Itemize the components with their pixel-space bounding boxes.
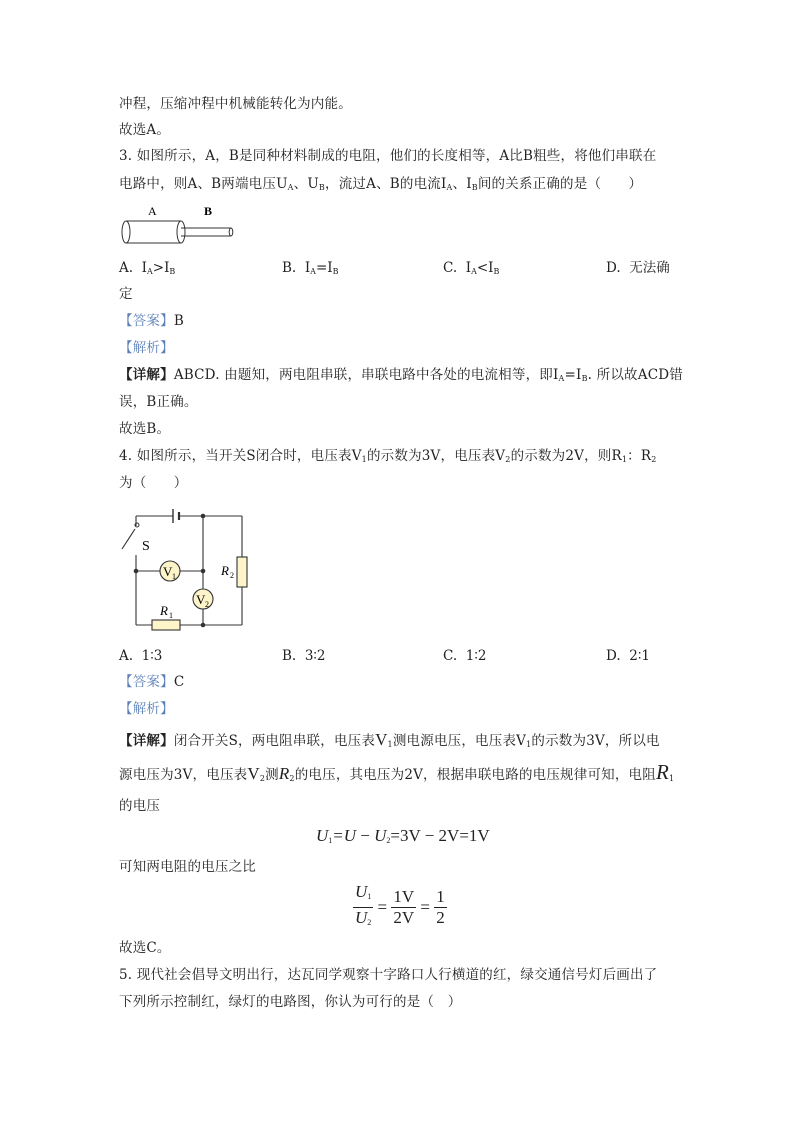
q3-option-d-wrap: 定 [119, 286, 133, 302]
q4-ratio-intro: 可知两电阻的电压之比 [119, 859, 256, 875]
q3-option-b: B. $I_A=I_B$ [282, 260, 339, 276]
q4-option-b: B. 3∶2 [282, 648, 326, 664]
label-a: A [148, 204, 157, 218]
q3-detail-line1: 【详解】ABCD. 由题知，两电阻串联，串联电路中各处的电流相等，即$I_A=I_B$. 所以故ACD错 [119, 367, 683, 383]
q3-analysis-label: 【解析】 [119, 340, 174, 356]
equation-voltage-ratio: $\frac{U_1}{U_2}$ = $\frac{1V}{2V}$ = $\frac{1}{2}$ [355, 882, 445, 927]
svg-text:2: 2 [230, 571, 234, 580]
q3-answer [119, 312, 184, 330]
answer-value: B [173, 313, 184, 329]
label-b: B [204, 204, 213, 218]
resistor-r2-icon [237, 557, 247, 587]
q3-stem-line2: 电路中，则A、B两端电压$U_A$、$U_B$，流过A、B的电流$I_A$、$I_B$间的关系正确的是（ ） [119, 176, 643, 192]
conclusion-q2: 故选A。 [119, 122, 171, 138]
svg-text:R: R [160, 603, 168, 618]
answer-label: 【答案】 [119, 313, 174, 329]
detail-label: 【详解】 [119, 367, 174, 383]
q3-detail-line2: 误，B正确。 [119, 394, 198, 410]
paragraph-continuation: 冲程，压缩冲程中机械能转化为内能。 [119, 96, 352, 112]
q3-option-d: D. 无法确 [606, 260, 670, 276]
q4-detail-line2: 源电压为3V，电压表$V_2$测$R_2$的电压，其电压为2V，根据串联电路的电压规律可知，电阻$R_1$ [119, 760, 675, 784]
svg-text:2: 2 [205, 600, 209, 609]
q4-answer [119, 673, 184, 691]
q4-option-d: D. 2∶1 [606, 648, 650, 664]
q4-detail-line3: 的电压 [119, 798, 161, 814]
q4-option-c: C. 1∶2 [443, 648, 487, 664]
q4-analysis-label: 【解析】 [119, 701, 174, 717]
svg-text:1: 1 [169, 611, 173, 620]
q3-stem-line1: 3. 如图所示，A，B是同种材料制成的电阻，他们的长度相等，A比B粗些，将他们串联在 [119, 148, 657, 164]
q4-detail-line1: 【详解】闭合开关S，两电阻串联，电压表$V_1$测电源电压，电压表$V_1$的示数为3V，所以电 [119, 730, 660, 749]
svg-text:1: 1 [172, 572, 176, 581]
q4-stem-line2: 为（ ） [119, 475, 188, 491]
q4-conclusion: 故选C。 [119, 940, 171, 956]
q3-option-a: A. $I_A>I_B$ [119, 260, 176, 276]
equation-voltage-difference: $U_1=U - U_2=3V - 2V=1V$ [316, 826, 490, 845]
q3-option-c: C. $I_A<I_B$ [443, 260, 500, 276]
answer-label: 【答案】 [119, 674, 174, 690]
q4-stem-line1: 4. 如图所示，当开关S闭合时，电压表$V_1$的示数为3V，电压表$V_2$的示数为2V，则$R_1$：$R_2$ [119, 448, 657, 464]
svg-text:R: R [221, 563, 229, 578]
svg-text:V: V [196, 592, 206, 607]
svg-text:S: S [142, 539, 150, 554]
q5-stem-line2: 下列所示控制红，绿灯的电路图，你认为可行的是（ ） [119, 994, 462, 1010]
q3-conclusion: 故选B。 [119, 421, 171, 437]
detail-label: 【详解】 [119, 733, 174, 749]
q4-circuit-diagram [118, 505, 253, 635]
svg-text:V: V [163, 564, 173, 579]
resistor-r1-icon [152, 620, 180, 630]
q4-option-a: A. 1∶3 [119, 648, 163, 664]
answer-value: C [173, 674, 185, 690]
q3-resistor-figure [118, 203, 243, 245]
q5-stem-line1: 5. 现代社会倡导文明出行，达瓦同学观察十字路口人行横道的红，绿交通信号灯后画出了 [119, 967, 658, 983]
